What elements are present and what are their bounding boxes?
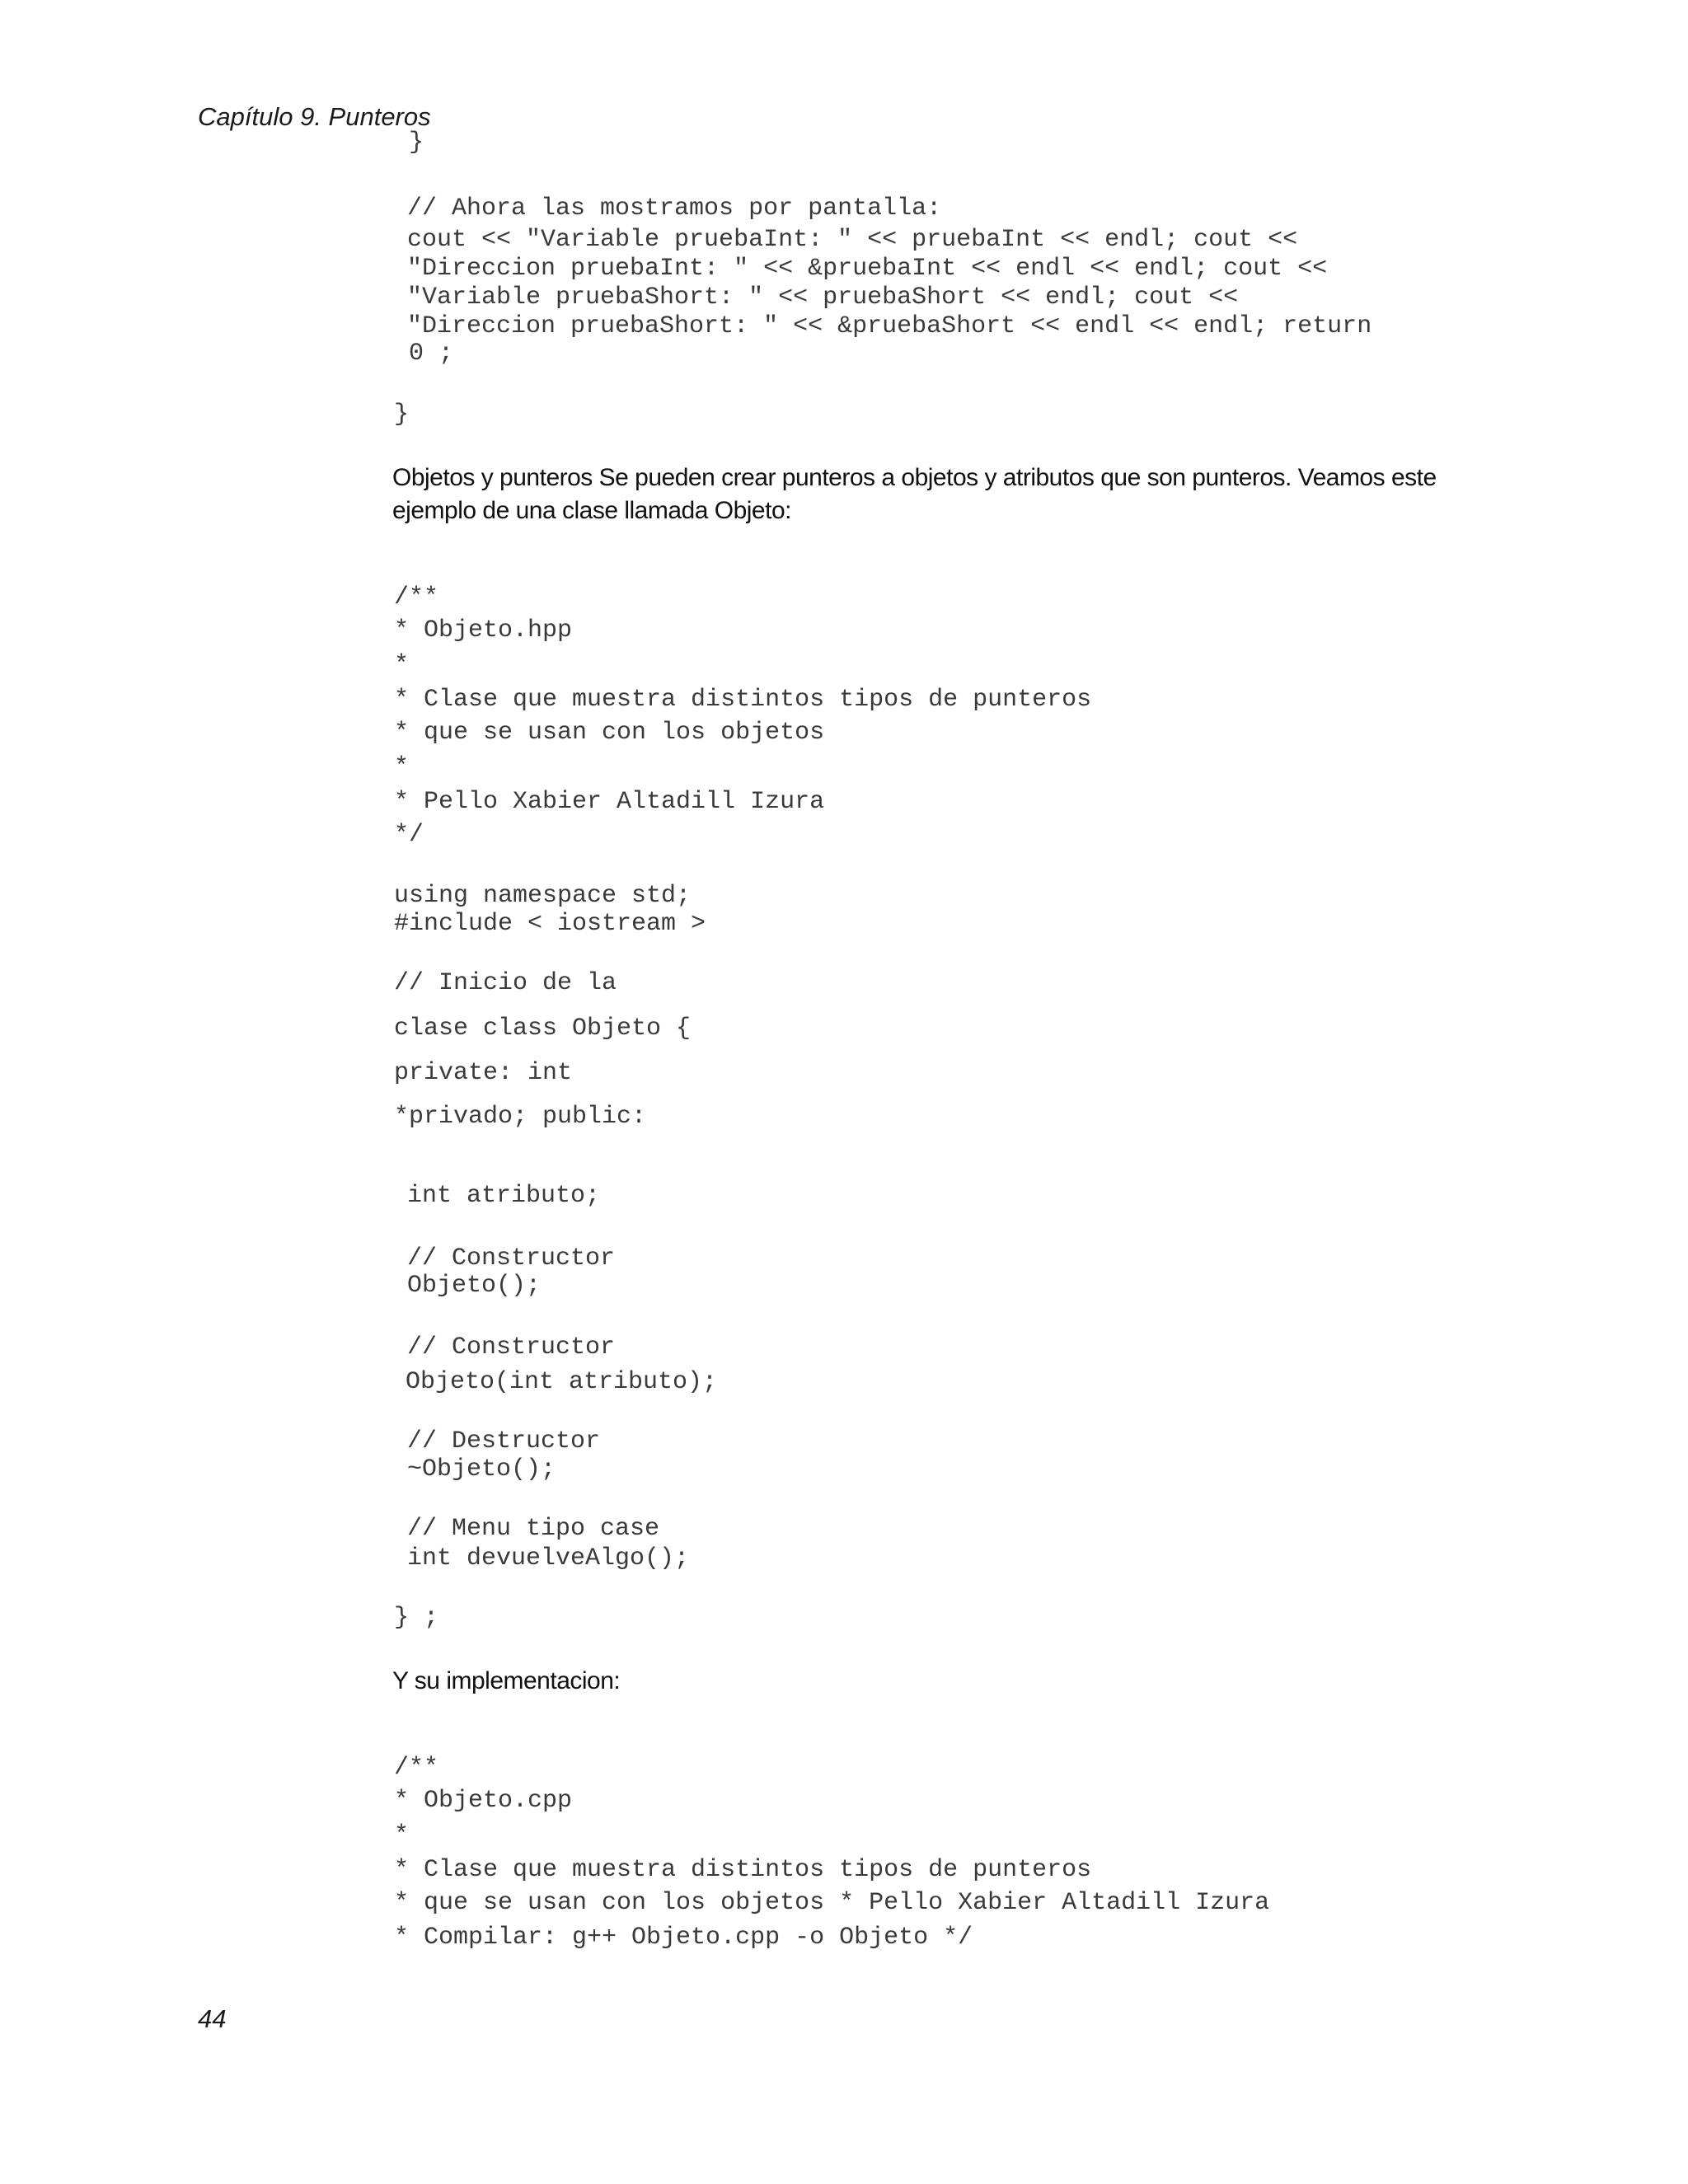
code-line: "Direccion pruebaShort: " << &pruebaShort << endl << endl; return <box>407 312 1372 340</box>
code-line: * que se usan con los objetos * Pello Xabier Altadill Izura <box>394 1889 1270 1917</box>
code-line: Objeto(int atributo); <box>406 1368 718 1396</box>
code-line: /** <box>394 583 439 612</box>
code-line: ~Objeto(); <box>407 1455 556 1483</box>
paragraph-line: Objetos y punteros Se pueden crear punteros a objetos y atributos que son punteros. Veamos este <box>392 464 1437 491</box>
code-line: // Constructor <box>407 1244 616 1272</box>
code-line: } <box>394 401 410 429</box>
code-line: "Direccion pruebaInt: " << &pruebaInt << endl << endl; cout << <box>407 255 1328 283</box>
paragraph-line: ejemplo de una clase llamada Objeto: <box>392 497 791 524</box>
code-line: // Constructor <box>407 1333 616 1361</box>
code-line: * Pello Xabier Altadill Izura <box>394 788 825 816</box>
code-line: cout << "Variable pruebaInt: " << pruebaInt << endl; cout << <box>407 226 1298 254</box>
code-line: * <box>394 1821 410 1849</box>
code-line: Objeto(); <box>407 1272 542 1300</box>
code-line: private: int <box>394 1059 573 1087</box>
code-line: } <box>409 129 424 157</box>
code-line: #include < iostream > <box>394 910 706 938</box>
code-line: * Objeto.hpp <box>394 616 573 644</box>
code-line: */ <box>394 821 424 849</box>
code-line: // Ahora las mostramos por pantalla: <box>407 194 942 223</box>
code-line: "Variable pruebaShort: " << pruebaShort << endl; cout << <box>407 284 1239 312</box>
code-line: * que se usan con los objetos <box>394 719 825 747</box>
code-line: // Menu tipo case <box>407 1515 660 1543</box>
chapter-header: Capítulo 9. Punteros <box>198 102 431 131</box>
code-line: * Compilar: g++ Objeto.cpp -o Objeto */ <box>394 1924 973 1952</box>
page-number: 44 <box>198 2004 227 2033</box>
code-line: * <box>394 753 410 781</box>
code-line: * <box>394 651 410 679</box>
code-line: * Clase que muestra distintos tipos de punteros <box>394 686 1092 714</box>
code-line: *privado; public: <box>394 1103 647 1131</box>
code-line: * Objeto.cpp <box>394 1787 573 1815</box>
code-line: // Destructor <box>407 1427 601 1455</box>
code-line: int devuelveAlgo(); <box>407 1544 690 1572</box>
code-line: } ; <box>394 1604 439 1632</box>
paragraph-line: Y su implementacion: <box>392 1667 621 1694</box>
code-line: int atributo; <box>407 1182 601 1210</box>
code-line: using namespace std; <box>394 882 692 910</box>
code-line: * Clase que muestra distintos tipos de punteros <box>394 1856 1092 1884</box>
code-line: /** <box>394 1754 439 1782</box>
code-line: 0 ; <box>409 340 454 368</box>
code-line: clase class Objeto { <box>394 1015 692 1043</box>
code-line: // Inicio de la <box>394 969 617 997</box>
